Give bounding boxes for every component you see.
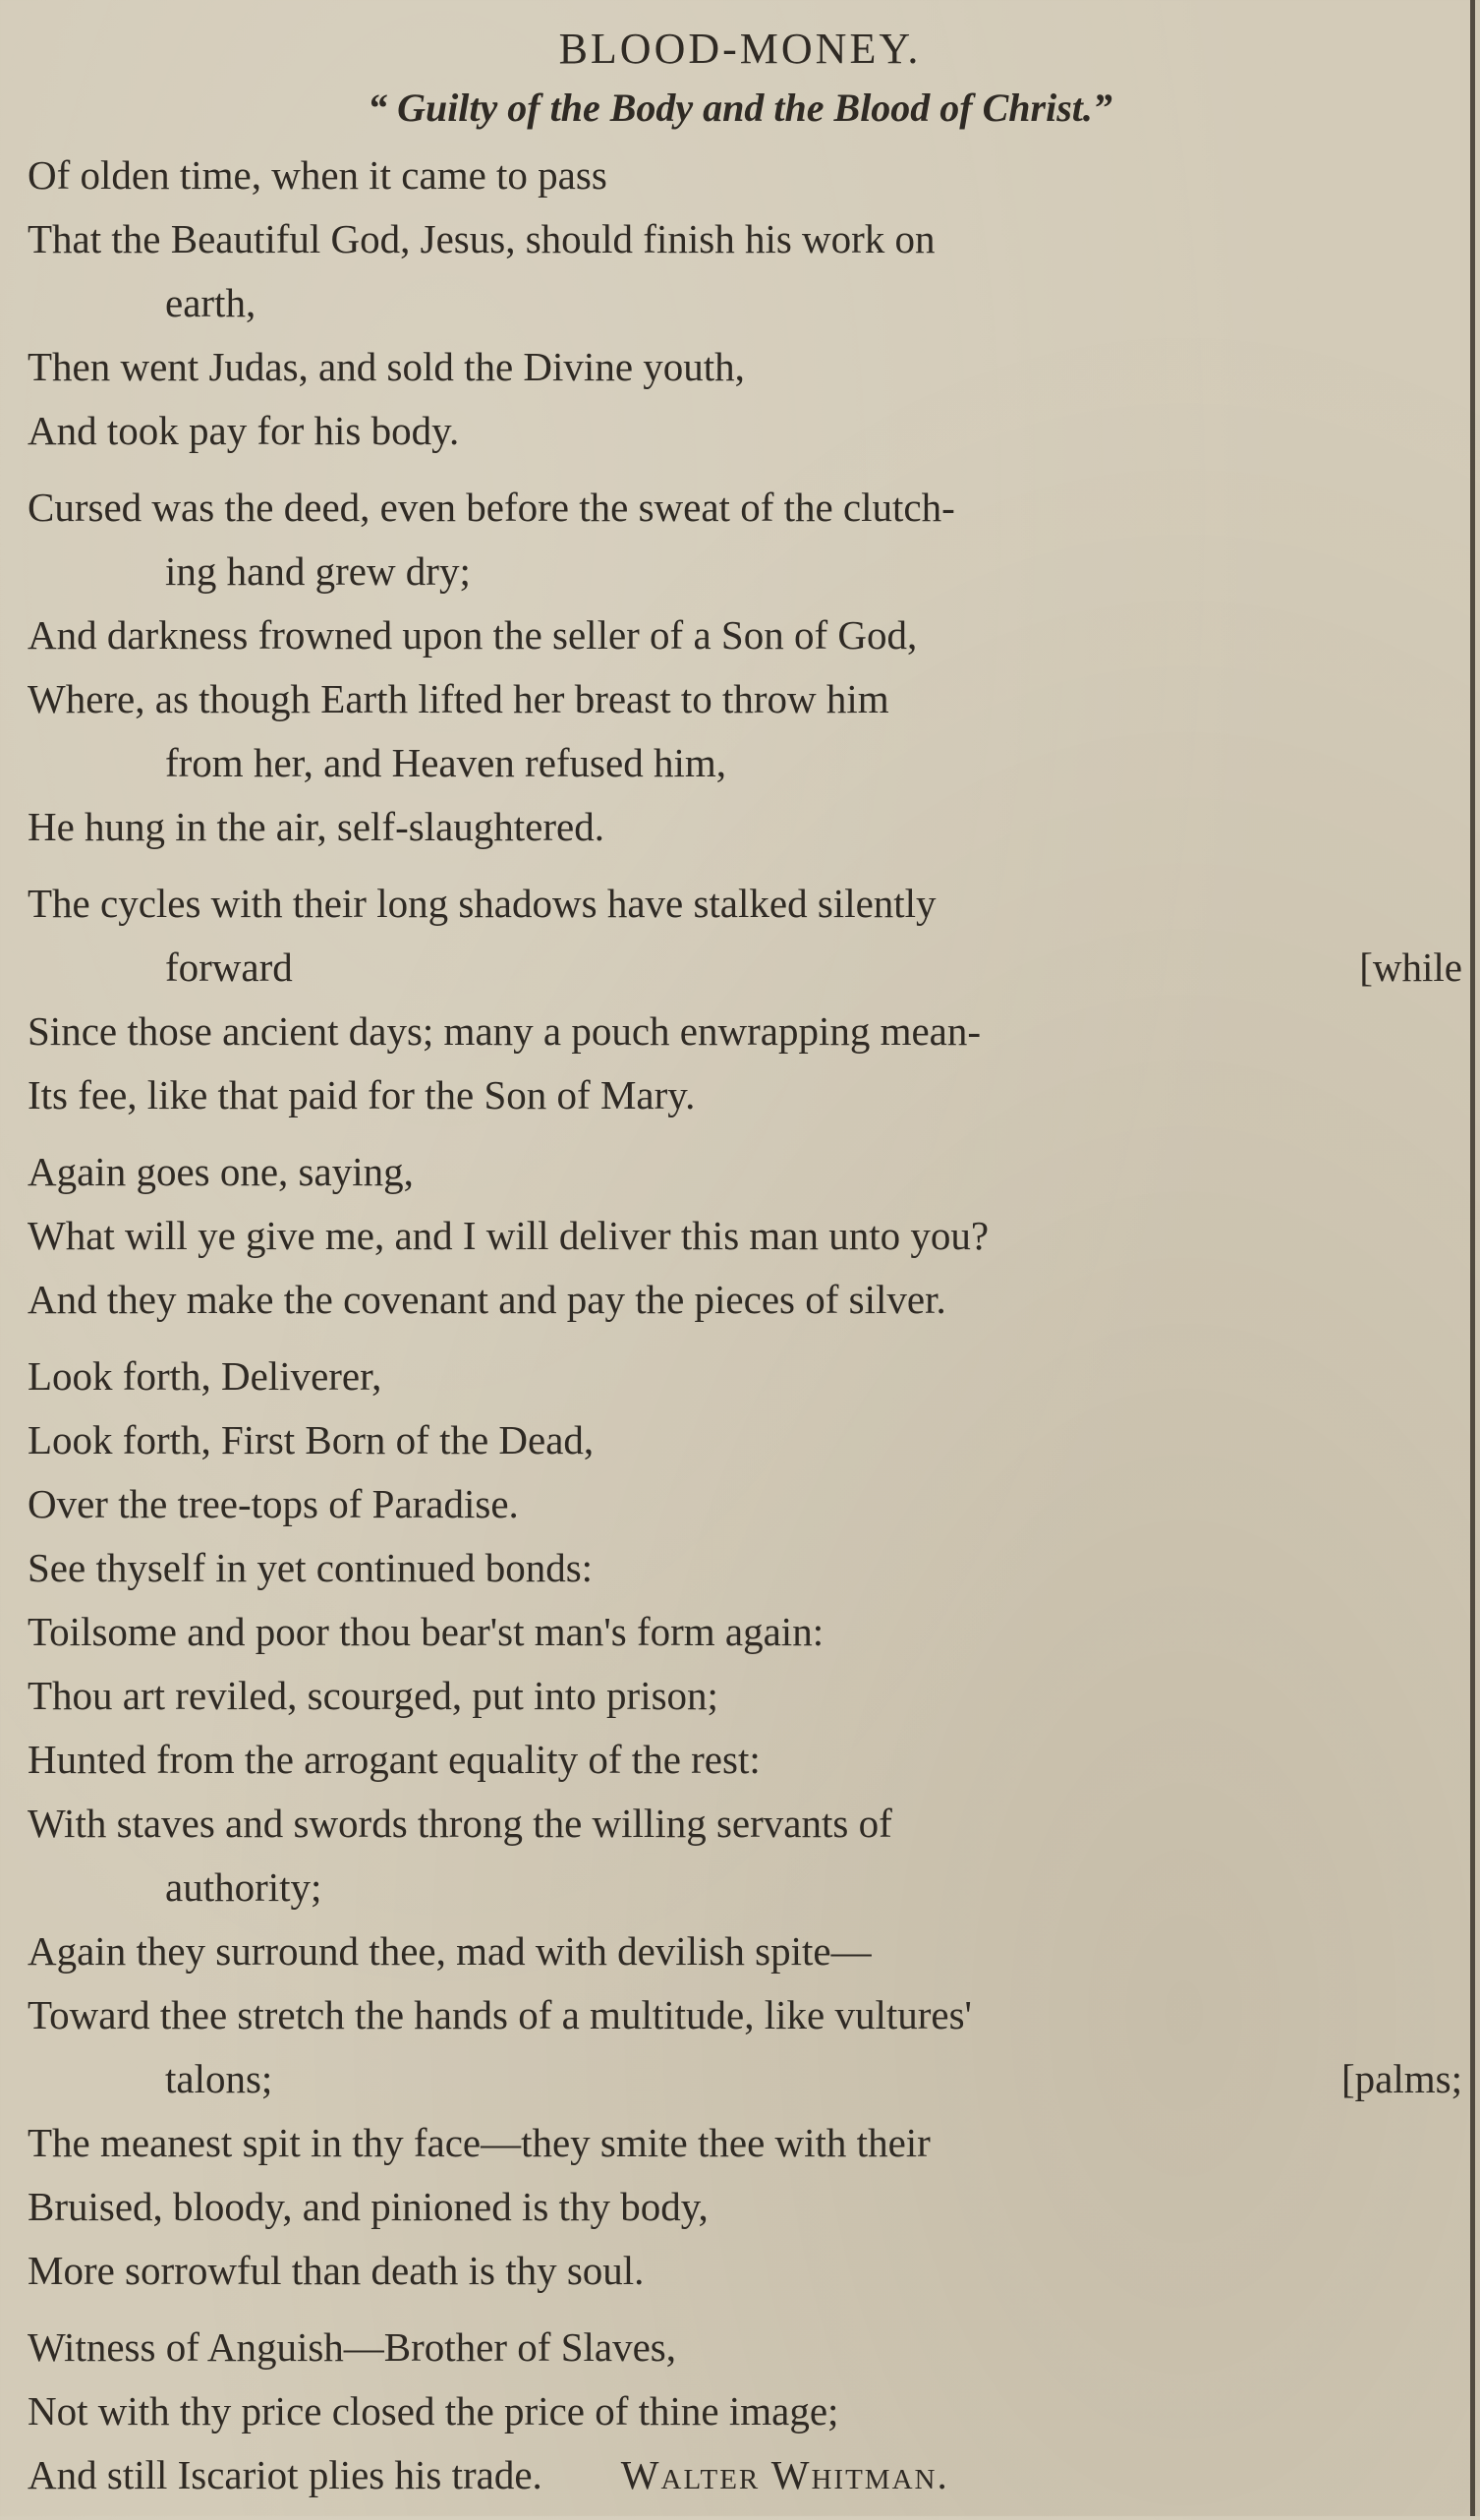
poem-title: BLOOD-MONEY. bbox=[558, 25, 922, 73]
poem-line: And darkness frowned upon the seller of a Son of God, bbox=[28, 612, 918, 658]
poem-line: And took pay for his body. bbox=[28, 408, 460, 453]
poem-line: Cursed was the deed, even before the sweat of the clutch- bbox=[28, 485, 955, 530]
column-rule bbox=[1470, 0, 1475, 2516]
poem-line: And they make the covenant and pay the pieces of silver. bbox=[28, 1277, 946, 1322]
poem-line-turnover: [while bbox=[1359, 945, 1462, 990]
poem-line: And still Iscariot plies his trade. bbox=[28, 2452, 542, 2497]
poem-line: That the Beautiful God, Jesus, should finish his work on bbox=[28, 216, 936, 261]
stanza-2 bbox=[28, 476, 1462, 859]
poem-line: Thou art reviled, scourged, put into prison; bbox=[28, 1673, 718, 1718]
poem-line: Of olden time, when it came to pass bbox=[28, 152, 607, 198]
poem-line: Not with thy price closed the price of thine image; bbox=[28, 2388, 839, 2434]
poem-line: authority; bbox=[165, 1864, 322, 1910]
poem-line: With staves and swords throng the willing servants of bbox=[28, 1801, 892, 1846]
author-signature: Walter Whitman. bbox=[620, 2452, 949, 2497]
poem-line: Its fee, like that paid for the Son of Mary. bbox=[28, 1072, 696, 1117]
stanza-4 bbox=[28, 1140, 1462, 1332]
stanza-6 bbox=[28, 2316, 1462, 2507]
epigraph: “ Guilty of the Body and the Blood of Christ.” bbox=[368, 86, 1112, 130]
poem-line-left: talons; bbox=[165, 2056, 273, 2101]
poem-line-split bbox=[28, 936, 1462, 1000]
poem-line: Hunted from the arrogant equality of the rest: bbox=[28, 1737, 761, 1782]
poem-line: What will ye give me, and I will deliver this man unto you? bbox=[28, 1213, 990, 1258]
poem-line: The cycles with their long shadows have stalked silently bbox=[28, 881, 937, 926]
poem-line: Where, as though Earth lifted her breast to throw him bbox=[28, 676, 889, 721]
poem-line: Again they surround thee, mad with devilish spite— bbox=[28, 1928, 872, 1974]
poem-line: Look forth, Deliverer, bbox=[28, 1353, 382, 1399]
poem-line: Toward thee stretch the hands of a multitude, like vultures' bbox=[28, 1992, 972, 2037]
poem-line: Look forth, First Born of the Dead, bbox=[28, 1417, 595, 1462]
poem-line: More sorrowful than death is thy soul. bbox=[28, 2248, 645, 2293]
poem-line: from her, and Heaven refused him, bbox=[165, 740, 726, 785]
poem-line-split bbox=[28, 2047, 1462, 2111]
poem-body bbox=[28, 143, 1462, 2520]
stanza-5 bbox=[28, 1345, 1462, 2303]
poem-line: Since those ancient days; many a pouch enwrapping mean- bbox=[28, 1008, 982, 1054]
stanza-3 bbox=[28, 872, 1462, 1127]
poem-line: Bruised, bloody, and pinioned is thy body, bbox=[28, 2184, 709, 2229]
poem-line: The meanest spit in thy face—they smite thee with their bbox=[28, 2120, 931, 2165]
poem-line-left: forward bbox=[165, 945, 293, 990]
poem-line: He hung in the air, self-slaughtered. bbox=[28, 804, 604, 849]
poem-line: Then went Judas, and sold the Divine youth, bbox=[28, 344, 745, 389]
poem-line: Over the tree-tops of Paradise. bbox=[28, 1481, 519, 1526]
stanza-1 bbox=[28, 143, 1462, 463]
poem-line: Witness of Anguish—Brother of Slaves, bbox=[28, 2324, 676, 2370]
poem-line: ing hand grew dry; bbox=[165, 548, 471, 594]
poem-line: Toilsome and poor thou bear'st man's form again: bbox=[28, 1609, 825, 1654]
poem-line: Again goes one, saying, bbox=[28, 1149, 414, 1194]
poem-line: earth, bbox=[165, 280, 256, 325]
poem-line-final bbox=[28, 2443, 1462, 2507]
poem-line: See thyself in yet continued bonds: bbox=[28, 1545, 594, 1590]
poem-line-turnover: [palms; bbox=[1341, 2056, 1462, 2101]
